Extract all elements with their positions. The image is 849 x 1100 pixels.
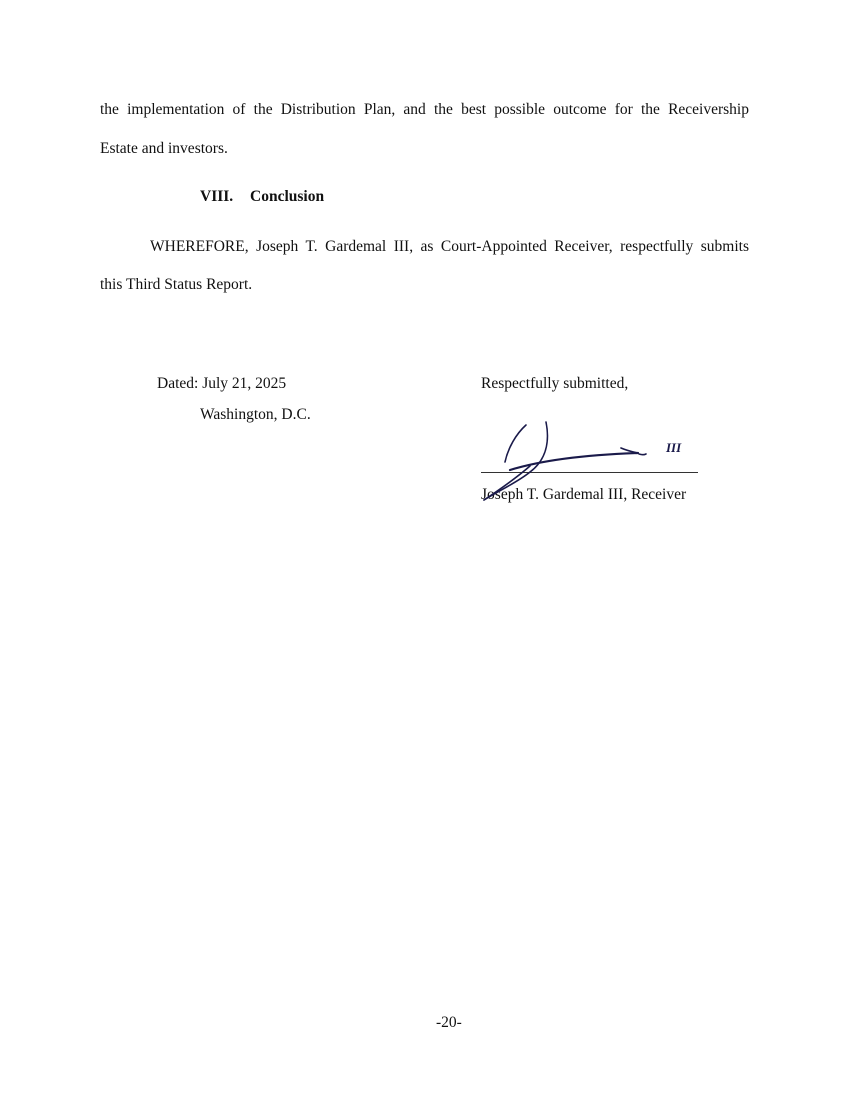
dated-line: Dated: July 21, 2025 (157, 375, 287, 392)
body-text-line: the implementation of the Distribution Plan, and the best possible outcome for the Receivership (100, 101, 749, 118)
section-title: Conclusion (250, 188, 325, 205)
section-number: VIII. (200, 188, 234, 205)
page-number: -20- (436, 1014, 462, 1031)
signature-suffix: III (666, 440, 682, 455)
closing-line: Respectfully submitted, (481, 375, 629, 392)
conclusion-text-line: WHEREFORE, Joseph T. Gardemal III, as Court-Appointed Receiver, respectfully submits (150, 238, 749, 255)
location-line: Washington, D.C. (200, 406, 311, 423)
signatory-name: Joseph T. Gardemal III, Receiver (481, 486, 687, 503)
conclusion-text-line: this Third Status Report. (100, 276, 253, 293)
handwritten-signature (478, 414, 700, 506)
body-text-line: Estate and investors. (100, 140, 228, 157)
